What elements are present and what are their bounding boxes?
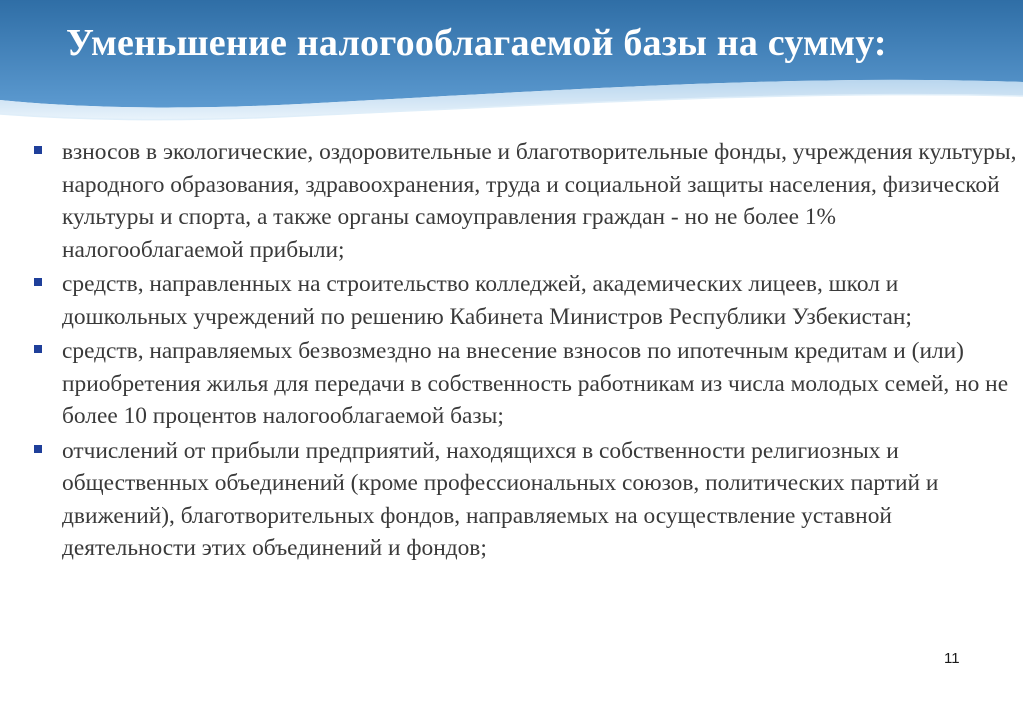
square-bullet-icon [34,146,42,154]
bullet-text: взносов в экологические, оздоровительные и благотворительные фонды, учреждения культуры, народного образования, здравоохранения, труда и социальной защиты населения, физической культуры и спорта, а также органы самоуправления граждан - но не более 1% налогооблагаемой прибыли; [62,139,1017,263]
slide-body [32,136,1017,567]
page-number: 11 [944,650,960,667]
bullet-text: отчислений от прибыли предприятий, находящихся в собственности религиозных и общественных объединений (кроме профессиональных союзов, политических партий и движений), благотворительных фондов, направляемых на осуществление уставной деятельности этих объединений и фондов; [62,437,939,561]
list-item [32,268,1017,333]
square-bullet-icon [34,345,42,353]
title-banner [0,0,1023,130]
bullet-text: средств, направленных на строительство колледжей, академических лицеев, школ и дошкольных учреждений по решению Кабинета Министров Республики Узбекистан; [62,271,912,330]
list-item [32,335,1017,433]
square-bullet-icon [34,278,42,286]
bullet-text: средств, направляемых безвозмездно на внесение взносов по ипотечным кредитам и (или) приобретения жилья для передачи в собственность работникам из числа молодых семей, но не более 10 процентов налогооблагаемой базы; [62,338,1009,429]
slide-title: Уменьшение налогооблагаемой базы на сумму: [66,22,887,64]
list-item [32,435,1017,565]
square-bullet-icon [34,445,42,453]
bullet-list [32,136,1017,565]
list-item [32,136,1017,266]
